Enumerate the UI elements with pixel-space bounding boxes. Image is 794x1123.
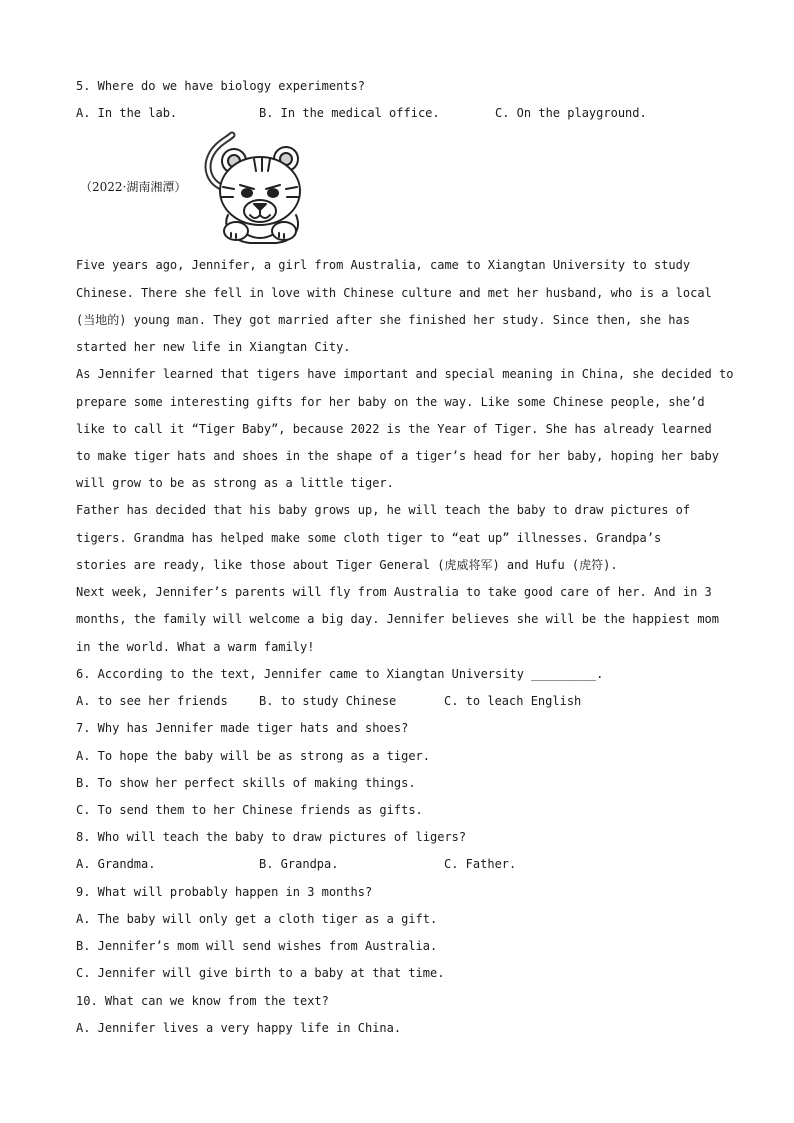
- q5-option-b: B. In the medical office.: [259, 106, 440, 120]
- passage-line: like to call it “Tiger Baby”, because 2022 is the Year of Tiger. She has already learned: [76, 422, 712, 436]
- passage-line: Next week, Jennifer’s parents will fly from Australia to take good care of her. And in 3: [76, 585, 712, 599]
- passage-line: As Jennifer learned that tigers have important and special meaning in China, she decided to: [76, 367, 734, 381]
- passage-line: started her new life in Xiangtan City.: [76, 340, 351, 354]
- passage-line: to make tiger hats and shoes in the shape of a tiger’s head for her baby, hoping her baby: [76, 449, 719, 463]
- passage-line: tigers. Grandma has helped make some cloth tiger to “eat up” illnesses. Grandpa’s: [76, 531, 662, 545]
- q7-option-b: B. To show her perfect skills of making things.: [76, 776, 416, 790]
- question-8: 8. Who will teach the baby to draw pictures of ligers?: [76, 830, 467, 844]
- q8-option-a: A. Grandma.: [76, 857, 156, 871]
- passage-line: Five years ago, Jennifer, a girl from Australia, came to Xiangtan University to study: [76, 258, 691, 272]
- tiger-cartoon-image: [198, 131, 310, 249]
- source-label: （2022·湖南湘潭）: [80, 180, 187, 194]
- question-5: 5. Where do we have biology experiments?: [76, 79, 365, 93]
- question-9: 9. What will probably happen in 3 months?: [76, 885, 373, 899]
- q8-option-c: C. Father.: [444, 857, 517, 871]
- question-7: 7. Why has Jennifer made tiger hats and shoes?: [76, 721, 409, 735]
- q10-option-a: A. Jennifer lives a very happy life in China.: [76, 1021, 402, 1035]
- q9-option-b: B. Jennifer’s mom will send wishes from Australia.: [76, 939, 438, 953]
- q9-option-c: C. Jennifer will give birth to a baby at that time.: [76, 966, 445, 980]
- passage-line: Chinese. There she fell in love with Chinese culture and met her husband, who is a local: [76, 286, 712, 300]
- q6-option-a: A. to see her friends: [76, 694, 228, 708]
- q7-option-a: A. To hope the baby will be as strong as a tiger.: [76, 749, 431, 763]
- passage-line: (当地的) young man. They got married after she finished her study. Since then, she has: [76, 313, 690, 327]
- passage-line: Father has decided that his baby grows up, he will teach the baby to draw pictures of: [76, 503, 691, 517]
- q6-option-b: B. to study Chinese: [259, 694, 397, 708]
- q6-option-c: C. to leach English: [444, 694, 582, 708]
- passage-line: will grow to be as strong as a little tiger.: [76, 476, 394, 490]
- q9-option-a: A. The baby will only get a cloth tiger as a gift.: [76, 912, 438, 926]
- passage-line: stories are ready, like those about Tiger General (虎威将军) and Hufu (虎符).: [76, 558, 618, 572]
- passage-line: months, the family will welcome a big day. Jennifer believes she will be the happiest mom: [76, 612, 719, 626]
- question-10: 10. What can we know from the text?: [76, 994, 329, 1008]
- passage-line: in the world. What a warm family!: [76, 640, 315, 654]
- question-6: 6. According to the text, Jennifer came to Xiangtan University _________.: [76, 667, 604, 681]
- q8-option-b: B. Grandpa.: [259, 857, 339, 871]
- q5-option-a: A. In the lab.: [76, 106, 178, 120]
- passage-line: prepare some interesting gifts for her baby on the way. Like some Chinese people, she’d: [76, 395, 705, 409]
- q5-option-c: C. On the playground.: [495, 106, 647, 120]
- q7-option-c: C. To send them to her Chinese friends as gifts.: [76, 803, 423, 817]
